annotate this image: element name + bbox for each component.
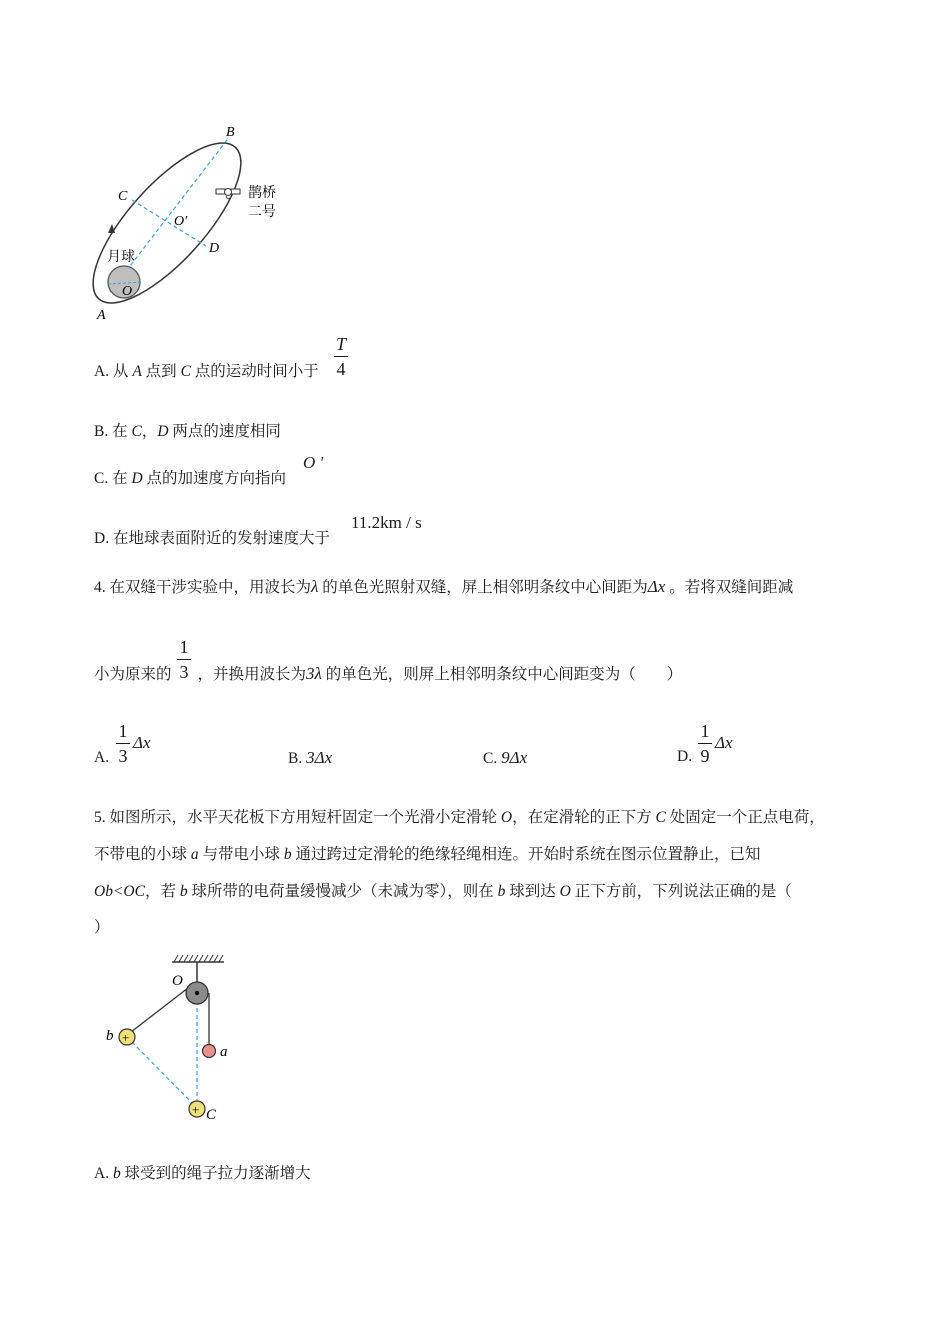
q4-option-c: C. 9Δx	[483, 748, 528, 767]
q4-line-2: 小为原来的 ，并换用波长为3λ 的单色光，则屏上相邻明条纹中心间距变为（ ）	[94, 664, 683, 683]
label-a: a	[220, 1044, 228, 1060]
q3-a-fraction: T 4	[335, 334, 346, 379]
q4-option-d-tail: Δx	[715, 733, 733, 752]
q4-option-d-fraction: 1 9	[698, 721, 712, 766]
q3-option-c: C. 在 D 点的加速度方向指向	[94, 470, 287, 487]
label-satellite-2: 二号	[248, 205, 276, 220]
q5-line-4: ）	[94, 919, 110, 936]
q5-line-3: Ob<OC，若 b 球所带的电荷量缓慢减少（未减为零），则在 b 球到达 O 正下方前，下列说法正确的是（	[94, 883, 792, 900]
q5-line-1: 5. 如图所示，水平天花板下方用短杆固定一个光滑小定滑轮 O，在定滑轮的正下方 C 处固定一个正点电荷，	[94, 809, 825, 826]
label-satellite-1: 鹊桥	[248, 186, 276, 201]
satellite-icon	[216, 189, 240, 199]
label-B: B	[226, 125, 235, 140]
label-D: D	[209, 241, 220, 256]
q4-fraction: 1 3	[177, 637, 191, 682]
q3-d-formula: 11.2km / s	[351, 513, 422, 532]
plus-c: +	[192, 1102, 200, 1117]
q5-line-2: 不带电的小球 a 与带电小球 b 通过跨过定滑轮的绝缘轻绳相连。开始时系统在图示位置静止，已知	[94, 846, 761, 863]
minor-axis	[132, 200, 206, 246]
ceiling-hatch	[174, 955, 223, 962]
label-O-prime: O′	[174, 214, 188, 229]
rope-ob	[131, 988, 188, 1032]
q4-option-a-tail: Δx	[133, 733, 151, 752]
orbit-figure	[88, 118, 298, 328]
q4-option-a-label: A.	[94, 749, 110, 766]
q3-option-a: A. 从 A 点到 C 点的运动时间小于	[94, 363, 319, 380]
label-C: C	[206, 1107, 217, 1123]
label-O: O	[122, 284, 133, 299]
q4-option-a-fraction: 1 3	[116, 721, 130, 766]
label-C: C	[118, 189, 128, 204]
ball-a	[203, 1045, 216, 1058]
pulley-axle	[195, 991, 199, 995]
label-b: b	[106, 1028, 114, 1044]
q4-option-d-label: D.	[677, 748, 693, 765]
q3-option-d: D. 在地球表面附近的发射速度大于	[94, 530, 330, 547]
q3-option-b: B. 在 C，D 两点的速度相同	[94, 423, 281, 440]
label-O: O	[172, 973, 183, 989]
q5-option-a: A. b 球受到的绳子拉力逐渐增大	[94, 1165, 311, 1182]
label-moon: 月球	[107, 250, 135, 265]
dashed-bc	[127, 1037, 197, 1108]
q4-line-1: 4. 在双缝干涉实验中，用波长为λ 的单色光照射双缝，屏上相邻明条纹中心间距为Δx 。若将双缝间距减	[94, 577, 794, 596]
pulley-figure	[100, 950, 240, 1125]
q3-c-formula: O '	[303, 453, 324, 472]
label-A: A	[97, 308, 106, 323]
plus-b: +	[122, 1030, 130, 1045]
q4-option-b: B. 3Δx	[288, 748, 333, 767]
